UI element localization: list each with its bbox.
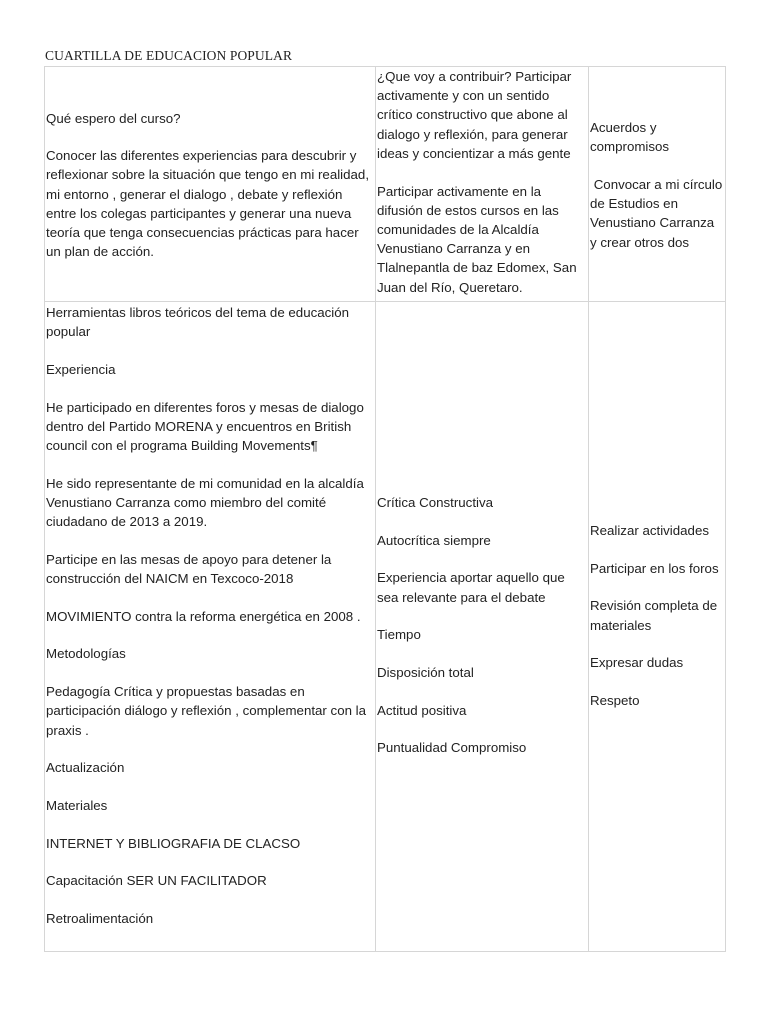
list-item: Experiencia [46,361,116,377]
list-item: Herramientas libros teóricos del tema de educación popular [46,305,350,340]
list-item: Experiencia aportar aquello que sea relevante para el debate [377,570,565,605]
list-item: Expresar dudas [590,655,684,671]
document-title: CUARTILLA DE EDUCACION POPULAR [45,48,293,63]
list-item: He sido representante de mi comunidad en la alcaldía Venustiano Carranza como miembro del comité ciudadano de 2013 a 2019. [46,475,364,530]
list-item: Participe en las mesas de apoyo para detener la construcción del NAICM en Texcoco-2018 [46,551,332,587]
list-item: INTERNET Y BIBLIOGRAFIA DE CLACSO [46,835,301,851]
contribution-cell [376,67,589,302]
list-item: Respeto [590,693,640,709]
commitments-cell [589,302,726,952]
list-item: Actualización [46,760,125,776]
diffusion-text: Participar activamente en la difusión de estos cursos en las comunidades de la Alcaldía Venustiano Carranza y en Tlalnepantla de baz Edomex, San Juan del Río, Queretaro. [377,183,577,295]
list-item: Crítica Constructiva [377,495,494,510]
agreements-text: Convocar a mi círculo de Estudios en Venustiano Carranza y crear otros dos [590,177,726,250]
agreements-cell [589,67,726,302]
agreements-heading: Acuerdos y compromisos [590,120,670,155]
list-item: Materiales [46,797,108,813]
list-item: Pedagogía Crítica y propuestas basadas en participación diálogo y reflexión , complementar con la praxis . [46,684,367,738]
expectations-text: Conocer las diferentes experiencias para descubrir y reflexionar sobre la situación que tengo en mi realidad, mi entorno , generar el dialogo , debate y reflexión entre los colegas participantes y generar una nueva teoría que tenga consecuencias prácticas para hacer un plan de acción. [46,148,370,260]
list-item: Retroalimentación [46,911,154,927]
table-row [45,302,726,952]
attitudes-cell [376,302,589,952]
list-item: MOVIMIENTO contra la reforma energética en 2008 . [46,608,361,624]
list-item: Actitud positiva [377,702,467,718]
list-item: Autocrítica siempre [377,532,491,548]
resources-cell [45,302,376,952]
expectations-cell [45,67,376,302]
list-item: Tiempo [377,627,421,643]
list-item: Realizar actividades [590,523,709,538]
list-item: Disposición total [377,665,474,681]
contribution-text: ¿Que voy a contribuir? Participar activamente y con un sentido crítico constructivo que abone al dialogo y reflexión, para generar ideas y concientizar a más gente [377,69,572,161]
table-row [45,67,726,302]
list-item: He participado en diferentes foros y mesas de dialogo dentro del Partido MORENA y encuentros en British council con el programa Building Movements¶ [46,399,364,454]
expectations-heading: Qué espero del curso? [46,110,181,126]
list-item: Revisión completa de materiales [590,598,718,633]
content-table [44,66,726,952]
list-item: Capacitación SER UN FACILITADOR [46,873,267,889]
list-item: Puntualidad Compromiso [377,740,527,756]
list-item: Participar en los foros [590,560,719,576]
list-item: Metodologías [46,646,126,662]
